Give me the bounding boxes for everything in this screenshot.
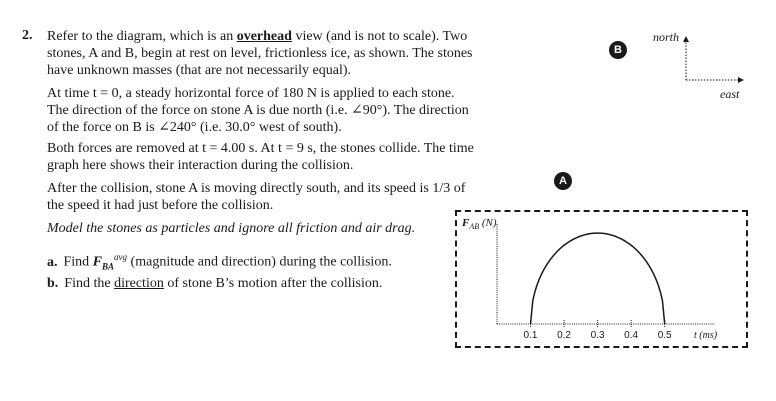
- removal-paragraph: Both forces are removed at t = 4.00 s. At t = 9 s, the stones collide. The time graph here shows their interaction during the collision.: [47, 141, 474, 173]
- stone-b-marker: B: [609, 41, 627, 59]
- compass-arrows-icon: [680, 35, 750, 90]
- forces-paragraph: At time t = 0, a steady horizontal force of 180 N is applied to each stone. The direction of the force on stone A is due north (i.e. ∠90°). The direction of the force on B is ∠240° (i.e. 30.0° west of south).: [47, 86, 469, 135]
- force-pulse-curve: [531, 233, 665, 324]
- model-assumption: Model the stones as particles and ignore all friction and air drag.: [47, 221, 416, 236]
- collision-force-graph: [455, 210, 748, 350]
- after-collision-paragraph: After the collision, stone A is moving directly south, and its speed is 1/3 of the speed it had just before the collision.: [47, 181, 466, 213]
- graph-x-axis-label: t (ms): [694, 330, 718, 341]
- x-tick-label: 0.4: [624, 330, 639, 341]
- north-label: north: [653, 30, 680, 44]
- intro-paragraph: Refer to the diagram, which is an overhead view (and is not to scale). Two stones, A and B, begin at rest on level, frictionless ice, as shown. The stones have unknown masses (that are not necessarily equal).: [47, 29, 473, 78]
- x-tick-label: 0.3: [590, 330, 605, 341]
- x-tick-label: 0.1: [523, 330, 538, 341]
- x-tick-label: 0.2: [557, 330, 571, 341]
- stone-a-marker: A: [554, 172, 572, 190]
- part-b-question: b. Find the direction of stone B’s motion after the collision.: [47, 276, 383, 291]
- graph-y-axis-label: $F_{AB}$ (N): [462, 217, 497, 232]
- problem-number: 2.: [22, 28, 33, 43]
- x-tick-label: 0.5: [657, 330, 672, 341]
- overhead-emphasis: overhead: [236, 29, 292, 44]
- east-label: east: [720, 87, 740, 101]
- part-a-question: a. Find $F_{BA}^{avg}$ (magnitude and direction) during the collision.: [47, 252, 392, 272]
